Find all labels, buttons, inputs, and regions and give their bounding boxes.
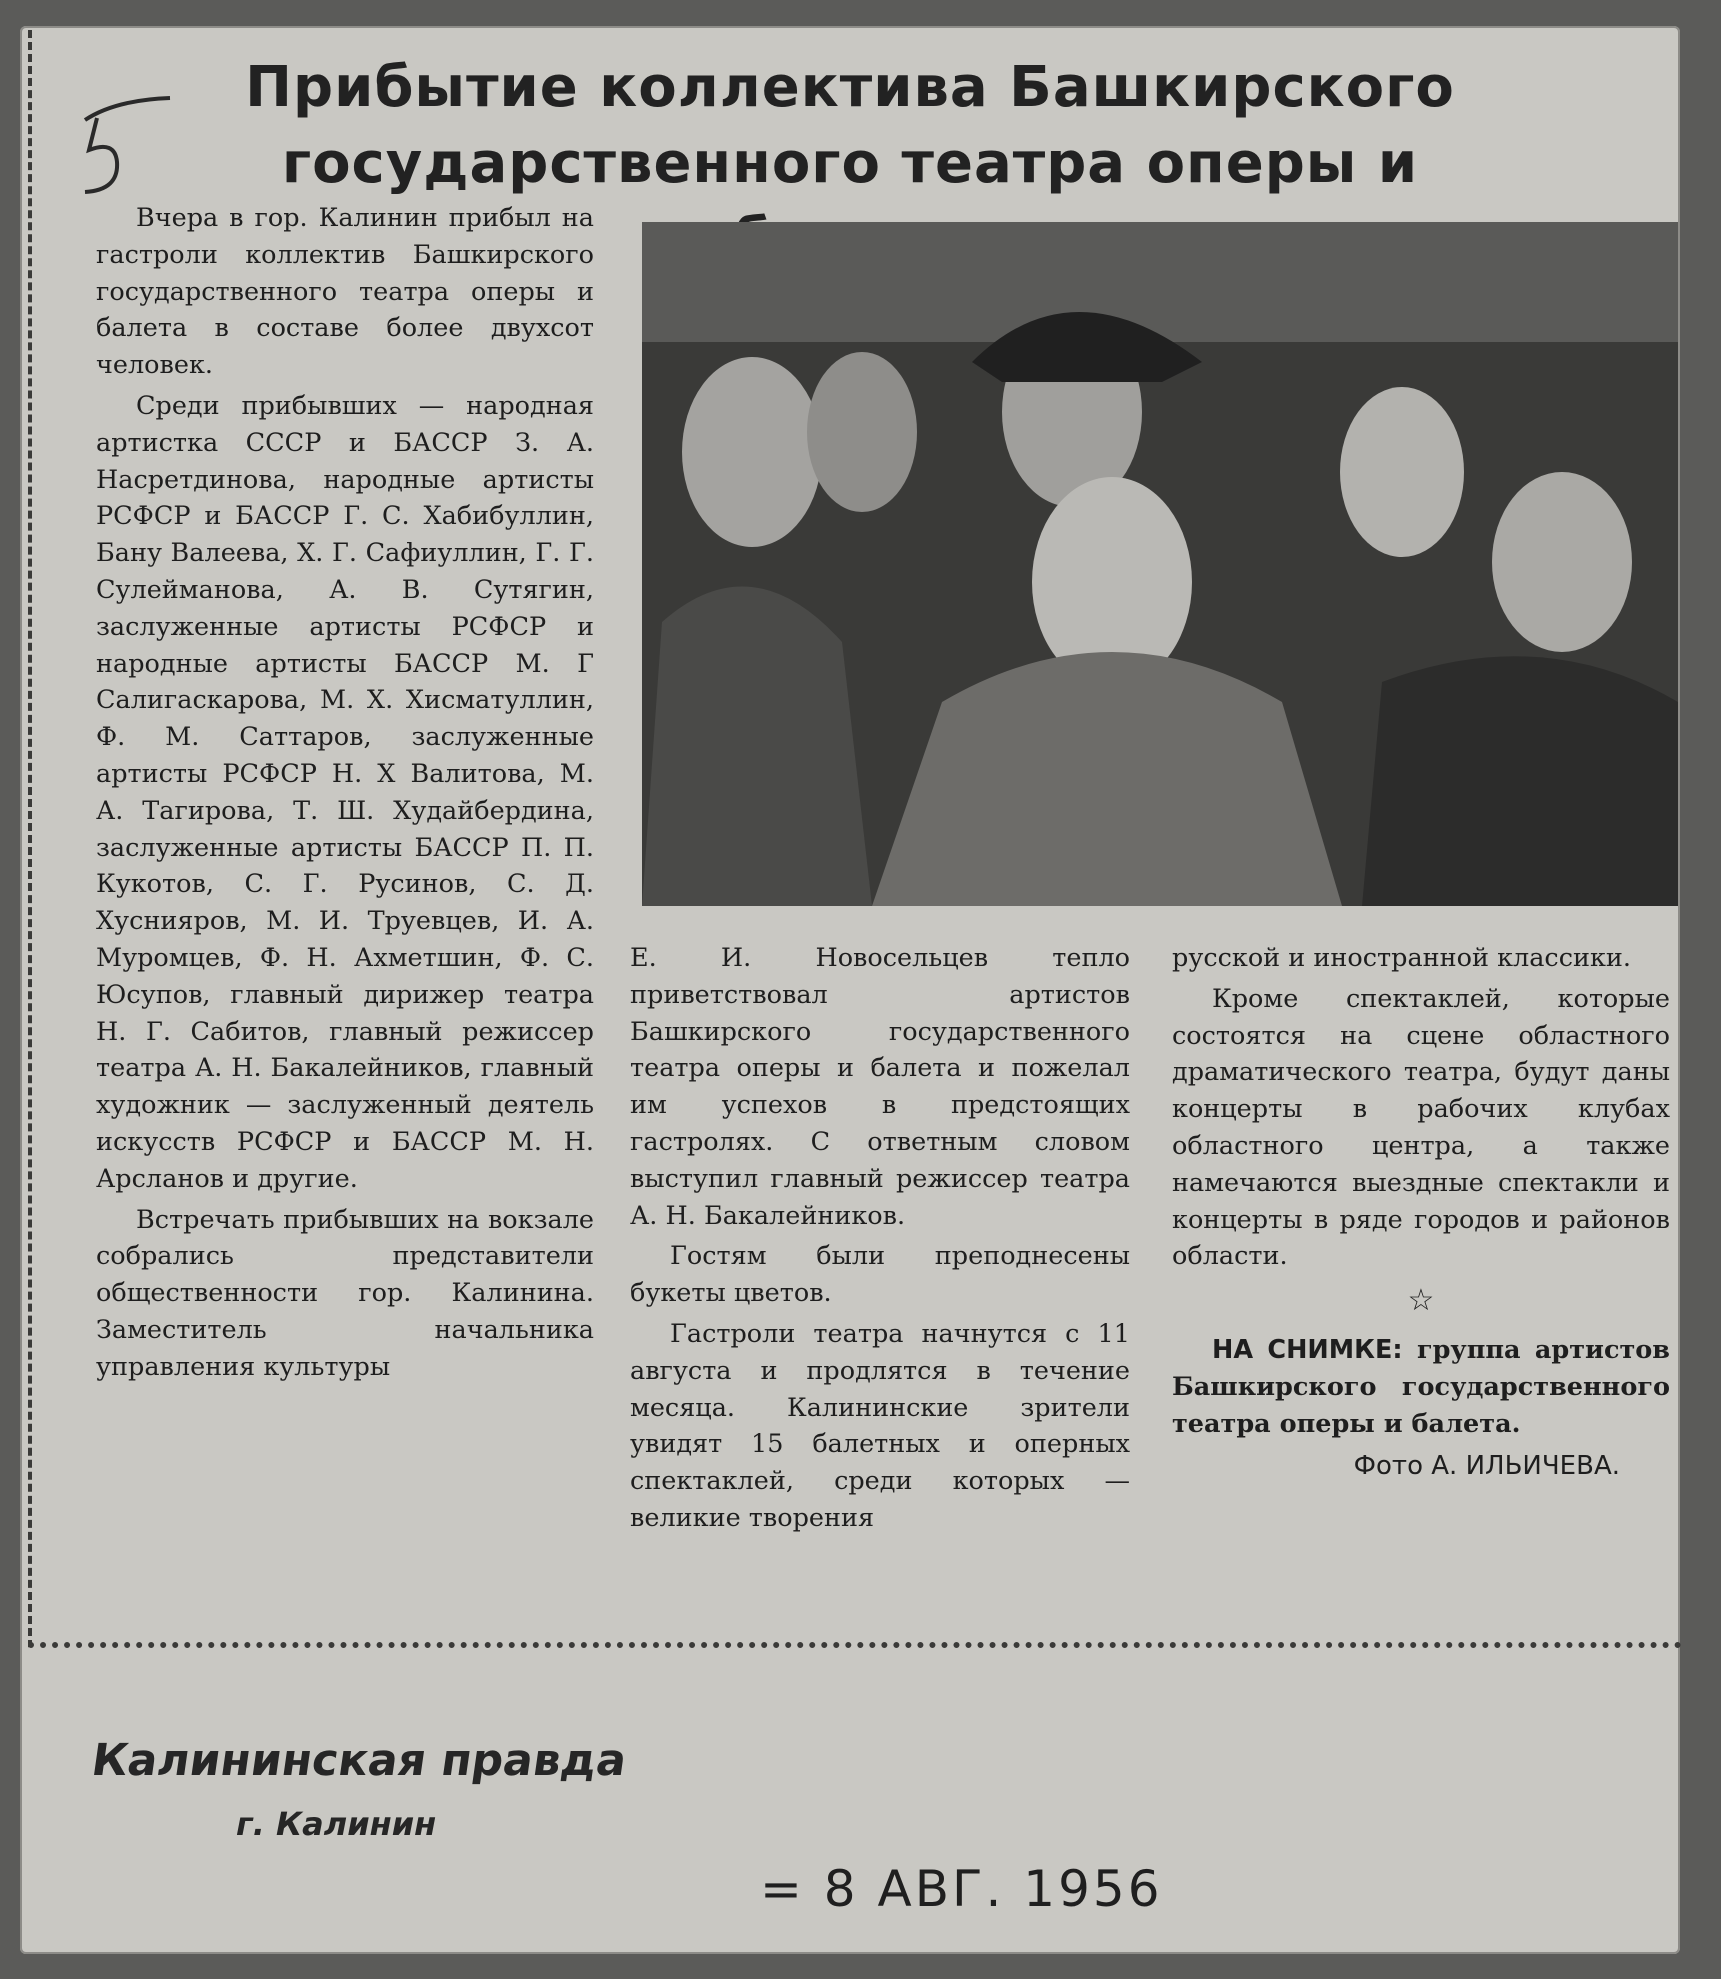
column-1	[96, 200, 594, 1386]
star-icon: ☆	[1407, 1283, 1435, 1319]
photo-caption	[1172, 1332, 1670, 1442]
column-3	[1172, 940, 1670, 1485]
paragraph: Кроме спектаклей, которые состоятся на сцене областного драматического театра, будут даны концерты в рабочих клубах областного центра, а также намечаются выездные спектакли и концерты в ряде городов и районов области.	[1172, 983, 1670, 1272]
newspaper-stamp: Калининская правда	[88, 1735, 630, 1786]
paragraph: русской и иностранной классики.	[1172, 943, 1632, 973]
photo-credit: Фото А. ИЛЬИЧЕВА.	[1353, 1451, 1620, 1482]
column-2	[630, 940, 1130, 1537]
paragraph: Среди прибывших — народная артистка СССР и БАССР З. А. Насретдинова, народные артисты РСФСР и БАССР Г. С. Хабибуллин, Бану Валеева, Х. Г. Сафиуллин, Г. Г. Сулейманова, А. В. Сутягин, заслуженные артисты РСФСР и народные артисты БАССР М. Г Салигаскарова, М. Х. Хисматуллин, Ф. М. Саттаров, заслуженные артисты РСФСР Н. Х Валитова, М. А. Тагирова, Т. Ш. Худайбердина, заслуженные артисты БАССР П. П. Кукотов, С. Г. Русинов, С. Д. Хуснияров, М. И. Труевцев, И. А. Муромцев, Ф. Н. Ахметшин, Ф. С. Юсупов, главный дирижер театра Н. Г. Сабитов, главный режиссер театра А. Н. Бакалейников, главный художник — заслуженный деятель искусств РСФСР и БАССР М. Н. Арсланов и другие.	[96, 390, 594, 1194]
paragraph: Вчера в гор. Калинин прибыл на гастроли коллектив Башкирского государственного театра оперы и балета в составе более двухсот человек.	[96, 203, 594, 381]
paragraph: Гостям были преподнесены букеты цветов.	[630, 1241, 1130, 1309]
date-stamp: = 8 АВГ. 1956	[760, 1860, 1163, 1918]
title-line-1: Прибытие коллектива Башкирского	[245, 55, 1455, 120]
caption-lead: НА СНИМКЕ:	[1212, 1334, 1403, 1365]
group-photo	[642, 222, 1678, 906]
newspaper-city-stamp: г. Калинин	[236, 1805, 437, 1843]
paragraph: Встречать прибывших на вокзале собрались представители общественности гор. Калинина. Заместитель начальника управления культуры	[96, 1204, 594, 1382]
paragraph: Гастроли театра начнутся с 11 августа и продлятся в течение месяца. Калининские зрители увидят 15 балетных и оперных спектаклей, среди которых — великие творения	[630, 1318, 1130, 1533]
caption-text: группа артистов Башкирского государственного театра оперы и балета.	[1172, 1334, 1670, 1439]
title-line-2: государственного театра оперы и	[281, 131, 1419, 196]
paragraph: Е. И. Новосельцев тепло приветствовал артистов Башкирского государственного театра оперы и балета и пожелал им успехов в предстоящих гастролях. С ответным словом выступил главный режиссер театра А. Н. Бакалейников.	[630, 943, 1130, 1231]
